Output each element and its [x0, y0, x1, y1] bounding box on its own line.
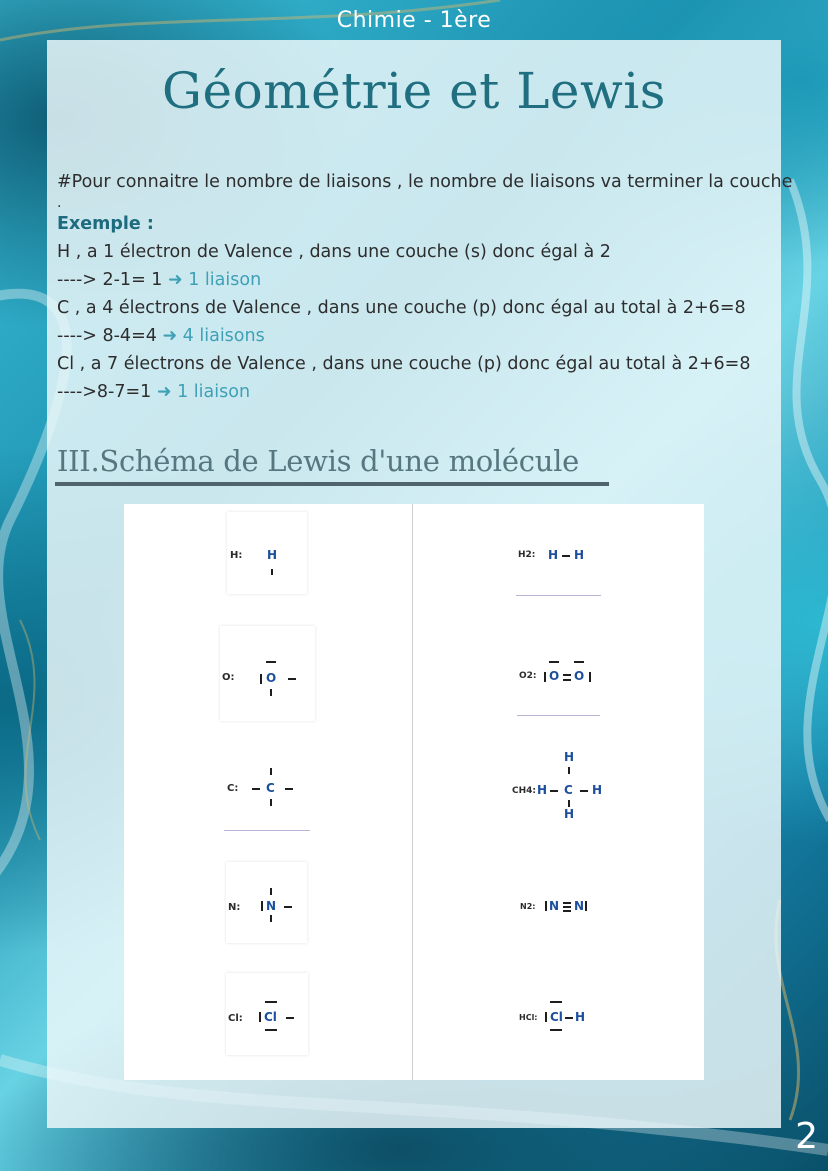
bond-top: [270, 768, 272, 775]
lone-pair-top: [549, 661, 559, 663]
lone-pair-left: [544, 672, 546, 682]
atom-symbol-o: O: [266, 671, 277, 685]
bond-bottom: [270, 799, 272, 806]
molecule-ch4-right-h: H: [592, 783, 603, 797]
lone-pair-top: [550, 1001, 562, 1003]
molecule-label-n2: N2:: [520, 902, 536, 911]
lone-pair-top: [266, 661, 276, 663]
molecule-o2-atom1: O: [549, 669, 560, 683]
page-number: 2: [795, 1116, 818, 1157]
intro-line: #Pour connaitre le nombre de liaisons , le nombre de liaisons va terminer la couche: [57, 172, 793, 192]
cl-result: 1 liaison: [171, 382, 251, 402]
molecule-label-ch4: CH4:: [512, 786, 536, 796]
molecule-ch4-bottom-h: H: [564, 807, 575, 821]
atom-symbol-h: H: [267, 548, 278, 562]
lone-pair-left: [545, 1012, 547, 1022]
molecule-h2-atom1: H: [548, 548, 559, 562]
h-calc: ----> 2-1= 1: [57, 270, 168, 290]
lone-pair-left: [261, 901, 263, 911]
subject-header: Chimie - 1ère: [336, 8, 492, 33]
page-title: Géométrie et Lewis: [162, 62, 666, 120]
atom-label-o: O:: [222, 672, 235, 683]
cl-valence-line: Cl , a 7 électrons de Valence , dans une couche (p) donc égal au total à 2+6=8: [57, 354, 751, 374]
c-result: 4 liaisons: [177, 326, 265, 346]
bond-right: [286, 1017, 294, 1019]
bond-top: [270, 888, 272, 895]
molecule-hcl-atom2: H: [575, 1010, 586, 1024]
molecule-ch4-left-h: H: [537, 783, 548, 797]
bond-bottom: [270, 689, 272, 696]
arrow-icon: ➜: [162, 326, 178, 346]
triple-bond-line2: [563, 906, 571, 908]
molecule-ch4-center-c: C: [564, 783, 573, 797]
bond-right: [285, 788, 293, 790]
lone-pair-left: [545, 901, 547, 911]
molecule-label-o2: O2:: [519, 671, 537, 681]
explanation-text: [57, 168, 827, 406]
cl-calc-line: [57, 378, 827, 406]
bond-vertical: [271, 569, 273, 575]
intro-dot: .: [57, 195, 62, 211]
bond-left: [252, 788, 260, 790]
h-valence-line: H , a 1 électron de Valence , dans une couche (s) donc égal à 2: [57, 242, 611, 262]
atom-symbol-n: N: [266, 899, 277, 913]
molecule-n2-atom2: N: [574, 899, 585, 913]
double-bond-line1: [563, 674, 571, 676]
c-valence-line: C , a 4 électrons de Valence , dans une couche (p) donc égal au total à 2+6=8: [57, 298, 746, 318]
triple-bond-line1: [563, 902, 571, 904]
lone-pair-left: [260, 674, 262, 684]
section-underline: [55, 482, 609, 486]
molecule-hcl-atom1: Cl: [550, 1010, 563, 1024]
h-result: 1 liaison: [182, 270, 262, 290]
double-bond-line2: [563, 679, 571, 681]
column-divider: [412, 504, 413, 1080]
bond-left: [550, 790, 558, 792]
bond-right: [284, 906, 292, 908]
section-title: III.Schéma de Lewis d'une molécule: [57, 444, 579, 478]
molecule-label-h2: H2:: [518, 550, 536, 560]
triple-bond-line3: [563, 910, 571, 912]
single-bond: [562, 555, 570, 557]
molecule-h2-atom2: H: [574, 548, 585, 562]
lone-pair-right: [585, 901, 587, 911]
molecule-ch4-top-h: H: [564, 750, 575, 764]
molecule-label-hcl: HCl:: [519, 1013, 538, 1022]
atom-label-cl: Cl:: [228, 1013, 243, 1024]
bond-bottom: [568, 800, 570, 807]
single-bond: [565, 1017, 573, 1019]
molecule-n2-atom1: N: [549, 899, 560, 913]
atom-label-c: C:: [227, 783, 239, 794]
bond-right: [288, 678, 296, 680]
atom-label-h: H:: [230, 550, 243, 561]
bond-top: [568, 767, 570, 774]
h-calc-line: [57, 266, 827, 294]
lone-pair-top: [265, 1001, 277, 1003]
atom-symbol-c: C: [266, 781, 275, 795]
arrow-icon: ➜: [168, 270, 183, 290]
atom-symbol-cl: Cl: [264, 1010, 277, 1024]
lone-pair-right: [589, 672, 591, 682]
lone-pair-bottom: [550, 1029, 562, 1031]
lone-pair-top: [574, 661, 584, 663]
c-calc-line: [57, 322, 827, 350]
lone-pair-bottom: [265, 1029, 277, 1031]
atom-label-n: N:: [228, 902, 241, 913]
bond-right: [580, 790, 588, 792]
c-calc: ----> 8-4=4: [57, 326, 163, 346]
bond-bottom: [270, 915, 272, 922]
example-label: Exemple :: [57, 214, 154, 234]
lone-pair-left: [259, 1012, 261, 1022]
arrow-icon: ➜: [156, 382, 172, 402]
molecule-o2-atom2: O: [574, 669, 585, 683]
lewis-diagram-card: [124, 504, 704, 1080]
cl-calc: ---->8-7=1: [57, 382, 157, 402]
